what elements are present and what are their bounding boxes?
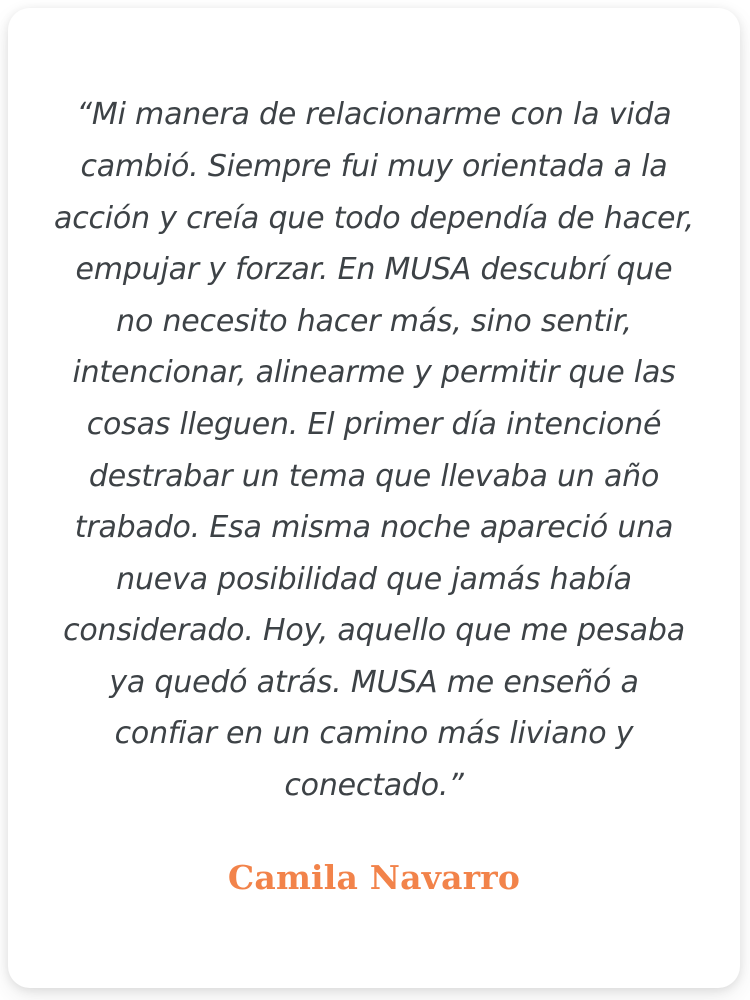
testimonial-card bbox=[8, 8, 740, 988]
testimonial-quote: “Mi manera de relacionarme con la vida cambió. Siempre fui muy orientada a la acción y creía que todo dependía de hacer, empujar y forzar. En MUSA descubrí que no necesito hacer más, sino sentir, intencionar, alinearme y permitir que las cosas lleguen. El primer día intencioné destrabar un tema que llevaba un año trabado. Esa misma noche apareció una nueva posibilidad que jamás había considerado. Hoy, aquello que me pesaba ya quedó atrás. MUSA me enseñó a confiar en un camino más liviano y conectado.” bbox=[54, 97, 694, 804]
testimonial-author: Camila Navarro bbox=[227, 857, 521, 897]
